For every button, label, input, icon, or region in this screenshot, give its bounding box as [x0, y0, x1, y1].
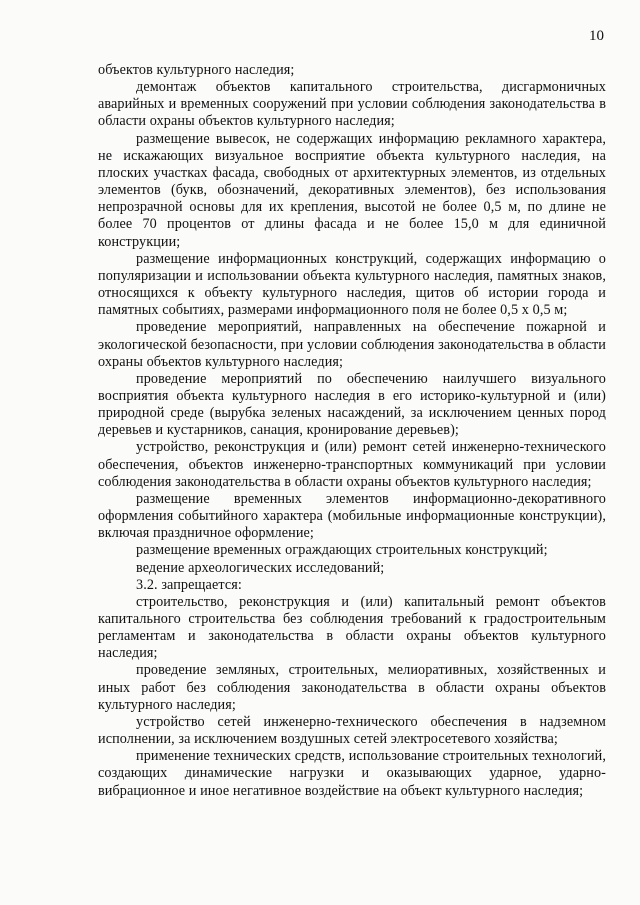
- paragraph: демонтаж объектов капитального строительства, дисгармоничных аварийных и временных сооружений при условии соблюдения законодательства в области охраны объектов культурного наследия;: [98, 79, 606, 130]
- paragraph: проведение мероприятий, направленных на обеспечение пожарной и экологической безопасности, при условии соблюдения законодательства в области охраны объектов культурного наследия;: [98, 319, 606, 370]
- paragraph: проведение земляных, строительных, мелиоративных, хозяйственных и иных работ без соблюдения законодательства в области охраны объектов культурного наследия;: [98, 662, 606, 713]
- section-heading: 3.2. запрещается:: [136, 576, 242, 593]
- paragraph: объектов культурного наследия;: [98, 62, 295, 78]
- paragraph: проведение мероприятий по обеспечению наилучшего визуального восприятия объекта культурного наследия в его историко-культурной и (или) природной среде (вырубка зеленых насаждений, за исключением ценных пород деревьев и кустарников, санация, кронирование деревьев);: [98, 370, 606, 439]
- paragraph: размещение информационных конструкций, содержащих информацию о популяризации и использовании объекта культурного наследия, памятных знаков, относящихся к объекту культурного наследия, щитов об истории города и памятных событиях, размерами информационного поля не более 0,5 х 0,5 м;: [98, 250, 606, 319]
- paragraph: применение технических средств, использование строительных технологий, создающих динамические нагрузки и оказывающих ударное, ударно-вибрационное и иное негативное воздействие на объект культурного наследия;: [98, 748, 606, 799]
- paragraph: устройство сетей инженерно-технического обеспечения в надземном исполнении, за исключением воздушных сетей электросетевого хозяйства;: [98, 713, 606, 748]
- page-number: 10: [589, 28, 604, 44]
- document-body: [98, 62, 606, 800]
- paragraph: размещение временных ограждающих строительных конструкций;: [136, 542, 548, 559]
- paragraph: ведение археологических исследований;: [136, 559, 385, 576]
- paragraph: устройство, реконструкция и (или) ремонт сетей инженерно-технического обеспечения, объектов инженерно-транспортных коммуникаций при условии соблюдения законодательства в области охраны объектов культурного наследия;: [98, 439, 606, 490]
- paragraph: размещение вывесок, не содержащих информацию рекламного характера, не искажающих визуальное восприятие объекта культурного наследия, на плоских участках фасада, свободных от архитектурных элементов, из отдельных элементов (букв, обозначений, декоративных элементов), без использования непрозрачной основы для их крепления, высотой не более 0,5 м, по длине не более 70 процентов от длины фасада и не более 15,0 м для единичной конструкции;: [98, 130, 606, 250]
- paragraph: размещение временных элементов информационно-декоративного оформления событийного характера (мобильные информационные конструкции), включая праздничное оформление;: [98, 490, 606, 542]
- paragraph: строительство, реконструкция и (или) капитальный ремонт объектов капитального строительства без соблюдения требований к градостроительным регламентам и законодательства в области охраны объектов культурного наследия;: [98, 593, 606, 662]
